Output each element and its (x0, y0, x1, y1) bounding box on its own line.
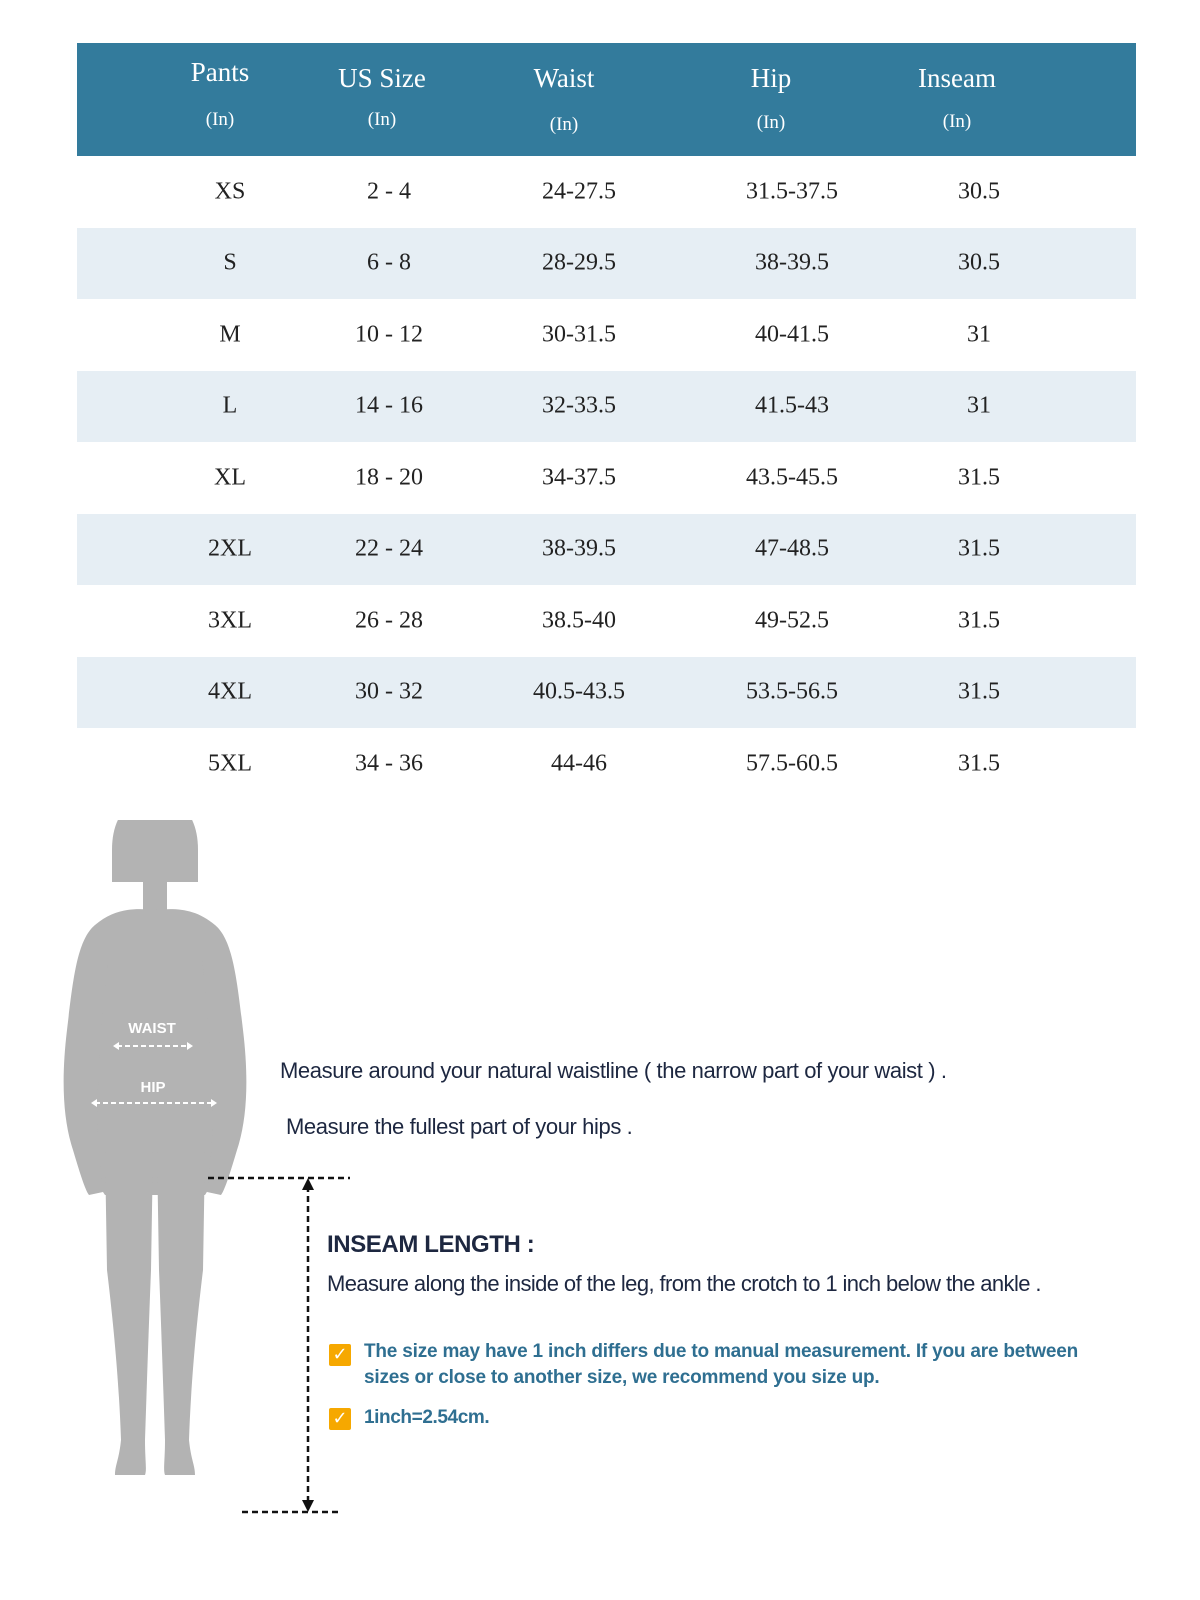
cell-waist: 24-27.5 (542, 178, 616, 205)
cell-hip: 47-48.5 (755, 535, 829, 562)
cell-inseam: 30.5 (958, 249, 1000, 276)
cell-size: 3XL (208, 607, 252, 634)
table-row (77, 514, 1136, 586)
cell-waist: 44-46 (551, 750, 607, 777)
table-row (77, 728, 1136, 800)
waist-label: WAIST (128, 1020, 176, 1037)
cell-waist: 38.5-40 (542, 607, 616, 634)
table-row (77, 371, 1136, 443)
table-row (77, 299, 1136, 371)
checkmark-icon: ✓ (329, 1344, 351, 1366)
cell-waist: 40.5-43.5 (533, 678, 625, 705)
table-row (77, 442, 1136, 514)
cell-waist: 28-29.5 (542, 249, 616, 276)
inseam-instruction: Measure along the inside of the leg, from the crotch to 1 inch below the ankle . (327, 1271, 1041, 1296)
cell-hip: 43.5-45.5 (746, 464, 838, 491)
cell-us-size: 14 - 16 (355, 392, 423, 419)
table-row (77, 585, 1136, 657)
cell-size: 5XL (208, 750, 252, 777)
hip-instruction: Measure the fullest part of your hips . (286, 1114, 633, 1139)
cell-waist: 38-39.5 (542, 535, 616, 562)
cell-size: L (222, 392, 238, 419)
waist-instruction: Measure around your natural waistline ( the narrow part of your waist ) . (280, 1058, 947, 1083)
cell-inseam: 31 (967, 392, 991, 419)
cell-size: 2XL (208, 535, 252, 562)
table-body (77, 156, 1136, 800)
cell-size: XL (214, 464, 246, 491)
cell-waist: 34-37.5 (542, 464, 616, 491)
table-row (77, 156, 1136, 228)
size-chart-table (77, 43, 1136, 800)
cell-us-size: 18 - 20 (355, 464, 423, 491)
cell-hip: 53.5-56.5 (746, 678, 838, 705)
table-header: Pants (In) US Size (In) Waist (In) Hip (In) Inseam (In) (77, 43, 1136, 156)
cell-us-size: 34 - 36 (355, 750, 423, 777)
cell-inseam: 30.5 (958, 178, 1000, 205)
cell-size: M (219, 321, 241, 348)
cell-size: XS (214, 178, 246, 205)
cell-us-size: 10 - 12 (355, 321, 423, 348)
cell-waist: 32-33.5 (542, 392, 616, 419)
hip-label: HIP (140, 1079, 166, 1096)
table-row (77, 657, 1136, 729)
cell-inseam: 31.5 (958, 464, 1000, 491)
cell-hip: 57.5-60.5 (746, 750, 838, 777)
cell-waist: 30-31.5 (542, 321, 616, 348)
note-size-differs-line1: The size may have 1 inch differs due to manual measurement. If you are between (364, 1341, 1079, 1362)
cell-inseam: 31.5 (958, 678, 1000, 705)
cell-inseam: 31.5 (958, 535, 1000, 562)
checkmark-icon: ✓ (329, 1408, 351, 1430)
cell-hip: 49-52.5 (755, 607, 829, 634)
cell-hip: 31.5-37.5 (746, 178, 838, 205)
cell-us-size: 30 - 32 (355, 678, 423, 705)
cell-size: S (223, 249, 237, 276)
cell-inseam: 31.5 (958, 607, 1000, 634)
inseam-title: INSEAM LENGTH : (327, 1231, 535, 1258)
cell-size: 4XL (208, 678, 252, 705)
note-inch-conversion: 1inch=2.54cm. (364, 1407, 490, 1428)
cell-inseam: 31.5 (958, 750, 1000, 777)
table-row (77, 228, 1136, 300)
cell-us-size: 26 - 28 (355, 607, 423, 634)
cell-inseam: 31 (967, 321, 991, 348)
note-size-differs-line2: sizes or close to another size, we recommend you size up. (364, 1367, 880, 1388)
cell-us-size: 2 - 4 (367, 178, 411, 205)
cell-hip: 40-41.5 (755, 321, 829, 348)
inseam-measure-line (200, 1170, 350, 1520)
cell-us-size: 6 - 8 (367, 249, 411, 276)
cell-hip: 38-39.5 (755, 249, 829, 276)
cell-us-size: 22 - 24 (355, 535, 423, 562)
cell-hip: 41.5-43 (755, 392, 829, 419)
